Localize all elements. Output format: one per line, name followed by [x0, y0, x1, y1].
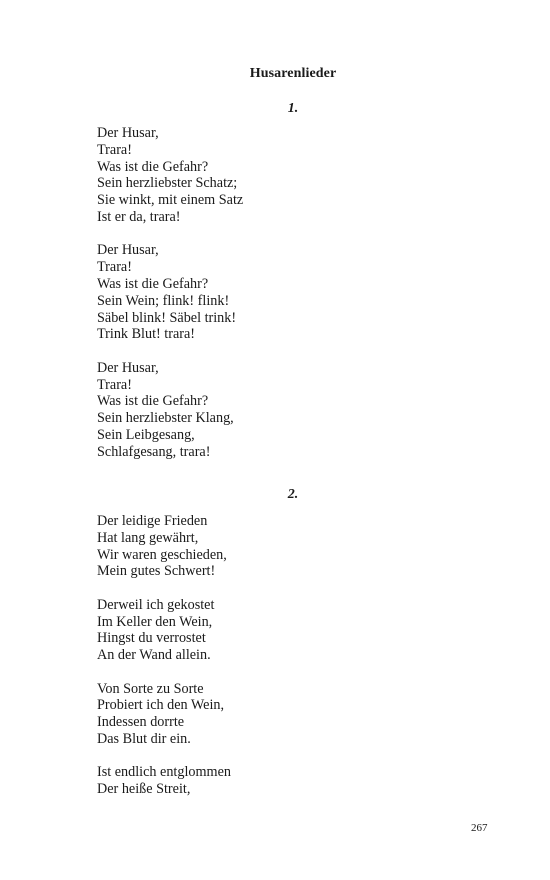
stanza: [97, 597, 497, 664]
verse-line: Ist endlich entglommen: [97, 764, 231, 781]
verse-line: Im Keller den Wein,: [97, 613, 213, 630]
verse-line: Sein herzliebster Schatz;: [97, 175, 238, 192]
stanza: [97, 242, 497, 343]
verse-line: Sein Wein; flink! flink!: [97, 292, 230, 309]
verse-line: Schlafgesang, trara!: [97, 443, 211, 460]
page-number: 267: [471, 822, 488, 834]
verse-line: Probiert ich den Wein,: [97, 697, 225, 714]
verse-line: Was ist die Gefahr?: [97, 275, 209, 292]
verse-line: Der Husar,: [97, 125, 159, 141]
verse-line: Der Husar,: [97, 359, 159, 376]
stanza: [97, 513, 497, 580]
verse-line: Indessen dorrte: [97, 714, 185, 731]
verse-line: Ist er da, trara!: [97, 208, 181, 225]
stanza: [97, 764, 497, 798]
verse-line: Sein Leibgesang,: [97, 426, 195, 443]
stanza: [97, 360, 497, 461]
section-2-stanzas: [97, 513, 497, 815]
verse-line: Der Husar,: [97, 242, 159, 259]
stanza: [97, 125, 497, 226]
verse-line: Sein herzliebster Klang,: [97, 410, 234, 427]
verse-line: Was ist die Gefahr?: [97, 393, 209, 410]
section-number-1: 1.: [287, 101, 299, 116]
verse-line: Das Blut dir ein.: [97, 730, 191, 747]
verse-line: Der heiße Streit,: [97, 781, 191, 798]
section-1-stanzas: [97, 125, 497, 477]
poem-title: Husarenlieder: [249, 66, 337, 81]
stanza: [97, 681, 497, 748]
verse-line: Säbel blink! Säbel trink!: [97, 309, 237, 326]
verse-line: Mein gutes Schwert!: [97, 563, 216, 580]
verse-line: Hat lang gewährt,: [97, 529, 199, 546]
verse-line: Trara!: [97, 259, 132, 276]
verse-line: Trara!: [97, 141, 132, 158]
verse-line: Hingst du verrostet: [97, 630, 206, 647]
verse-line: Was ist die Gefahr?: [97, 158, 209, 175]
verse-line: Von Sorte zu Sorte: [97, 680, 204, 697]
verse-line: Derweil ich gekostet: [97, 596, 215, 613]
verse-line: Sie winkt, mit einem Satz: [97, 192, 244, 209]
verse-line: Trara!: [97, 376, 132, 393]
verse-line: An der Wand allein.: [97, 647, 211, 664]
verse-line: Der leidige Frieden: [97, 513, 208, 529]
verse-line: Trink Blut! trara!: [97, 326, 195, 343]
verse-line: Wir waren geschieden,: [97, 546, 227, 563]
section-number-2: 2.: [287, 487, 299, 502]
